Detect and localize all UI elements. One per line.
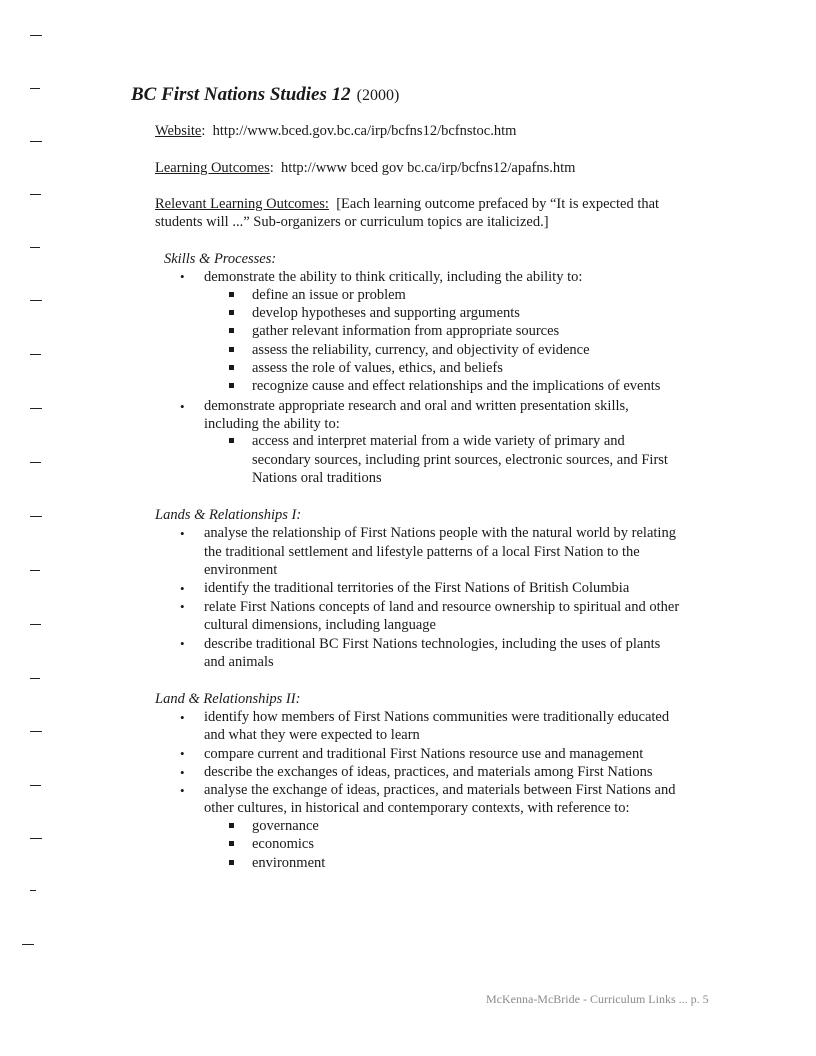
square-bullet-icon: [229, 841, 234, 846]
square-bullet-icon: [229, 292, 234, 297]
website-url[interactable]: http://www.bced.gov.bc.ca/irp/bcfns12/bcfnstoc.htm: [212, 123, 517, 139]
skills-heading: Skills & Processes:: [164, 251, 277, 267]
margin-mark: [30, 516, 42, 517]
list-subitem-continued: secondary sources, including print sources, electronic sources, and First: [252, 452, 668, 468]
margin-mark: [30, 678, 40, 679]
margin-mark: [30, 570, 40, 571]
list-subitem: assess the role of values, ethics, and beliefs: [252, 360, 503, 376]
list-item-continued: cultural dimensions, including language: [204, 617, 436, 633]
margin-mark: [30, 88, 40, 89]
list-item: relate First Nations concepts of land and resource ownership to spiritual and other: [204, 599, 680, 615]
margin-marks: [0, 0, 50, 1056]
margin-mark: [30, 785, 41, 786]
bullet-icon: •: [180, 269, 185, 284]
list-item: demonstrate appropriate research and oral and written presentation skills,: [204, 398, 629, 414]
list-subitem: economics: [252, 836, 315, 852]
margin-mark: [30, 890, 36, 891]
list-subitem: recognize cause and effect relationships and the implications of events: [252, 378, 661, 394]
bullet-icon: •: [180, 636, 185, 651]
bullet-icon: •: [180, 783, 185, 798]
margin-mark: [30, 408, 42, 409]
square-bullet-icon: [229, 328, 234, 333]
list-item: demonstrate the ability to think critically, including the ability to:: [204, 269, 583, 285]
lands2-heading: Land & Relationships II:: [155, 691, 301, 707]
square-bullet-icon: [229, 383, 234, 388]
list-subitem-continued: Nations oral traditions: [252, 470, 382, 486]
square-bullet-icon: [229, 347, 234, 352]
margin-mark: [30, 35, 42, 36]
bullet-icon: •: [180, 581, 185, 596]
margin-mark: [30, 300, 42, 301]
relevant-outcomes-line2: students will ...” Sub-organizers or curriculum topics are italicized.]: [155, 214, 549, 230]
list-item-continued: the traditional settlement and lifestyle patterns of a local First Nation to the: [204, 544, 640, 560]
bullet-icon: •: [180, 526, 185, 541]
square-bullet-icon: [229, 438, 234, 443]
square-bullet-icon: [229, 860, 234, 865]
list-item-continued: other cultures, in historical and contemporary contexts, with reference to:: [204, 800, 630, 816]
square-bullet-icon: [229, 365, 234, 370]
website-sep: :: [201, 123, 206, 139]
list-item-continued: including the ability to:: [204, 416, 340, 432]
relevant-outcomes-label: Relevant Learning Outcomes:: [155, 196, 329, 212]
bullet-icon: •: [180, 399, 185, 414]
learning-outcomes-label: Learning Outcomes: [155, 160, 270, 176]
margin-mark: [30, 194, 41, 195]
list-subitem: develop hypotheses and supporting arguments: [252, 305, 520, 321]
document-title: [131, 84, 399, 106]
list-subitem: governance: [252, 818, 319, 834]
relevant-outcomes-line1: [155, 195, 659, 213]
square-bullet-icon: [229, 823, 234, 828]
lands1-heading: Lands & Relationships I:: [155, 507, 302, 523]
list-item: identify the traditional territories of the First Nations of British Columbia: [204, 580, 630, 596]
list-subitem: access and interpret material from a wide variety of primary and: [252, 433, 625, 449]
list-item: describe traditional BC First Nations technologies, including the uses of plants: [204, 636, 661, 652]
list-item-continued: environment: [204, 562, 278, 578]
website-line: [155, 122, 516, 140]
margin-mark: [30, 462, 41, 463]
learning-outcomes-sep: :: [269, 160, 274, 176]
bullet-icon: •: [180, 746, 185, 761]
list-subitem: gather relevant information from appropriate sources: [252, 323, 560, 339]
page-footer: McKenna-McBride - Curriculum Links ... p. 5: [486, 992, 709, 1006]
title-year: (2000): [356, 87, 400, 104]
learning-outcomes-url[interactable]: http://www bced gov bc.ca/irp/bcfns12/apafns.htm: [281, 160, 576, 176]
margin-mark: [30, 731, 42, 732]
square-bullet-icon: [229, 310, 234, 315]
list-subitem: define an issue or problem: [252, 287, 406, 303]
title-text: BC First Nations Studies 12: [131, 84, 351, 105]
margin-mark: [30, 624, 41, 625]
list-subitem: assess the reliability, currency, and objectivity of evidence: [252, 342, 590, 358]
learning-outcomes-line: [155, 159, 575, 177]
margin-mark: [30, 354, 41, 355]
list-item: analyse the exchange of ideas, practices, and materials between First Nations and: [204, 782, 676, 798]
list-item: describe the exchanges of ideas, practices, and materials among First Nations: [204, 764, 653, 780]
margin-mark: [22, 944, 34, 945]
list-item-continued: and what they were expected to learn: [204, 727, 420, 743]
list-item: compare current and traditional First Nations resource use and management: [204, 746, 644, 762]
bullet-icon: •: [180, 710, 185, 725]
bullet-icon: •: [180, 765, 185, 780]
list-item: identify how members of First Nations communities were traditionally educated: [204, 709, 670, 725]
margin-mark: [30, 247, 40, 248]
bullet-icon: •: [180, 599, 185, 614]
list-item-continued: and animals: [204, 654, 274, 670]
relevant-outcomes-text: [Each learning outcome prefaced by “It is expected that: [336, 196, 660, 212]
margin-mark: [30, 141, 42, 142]
list-item: analyse the relationship of First Nations people with the natural world by relating: [204, 525, 676, 541]
list-subitem: environment: [252, 855, 326, 871]
website-label: Website: [155, 123, 202, 139]
margin-mark: [30, 838, 42, 839]
